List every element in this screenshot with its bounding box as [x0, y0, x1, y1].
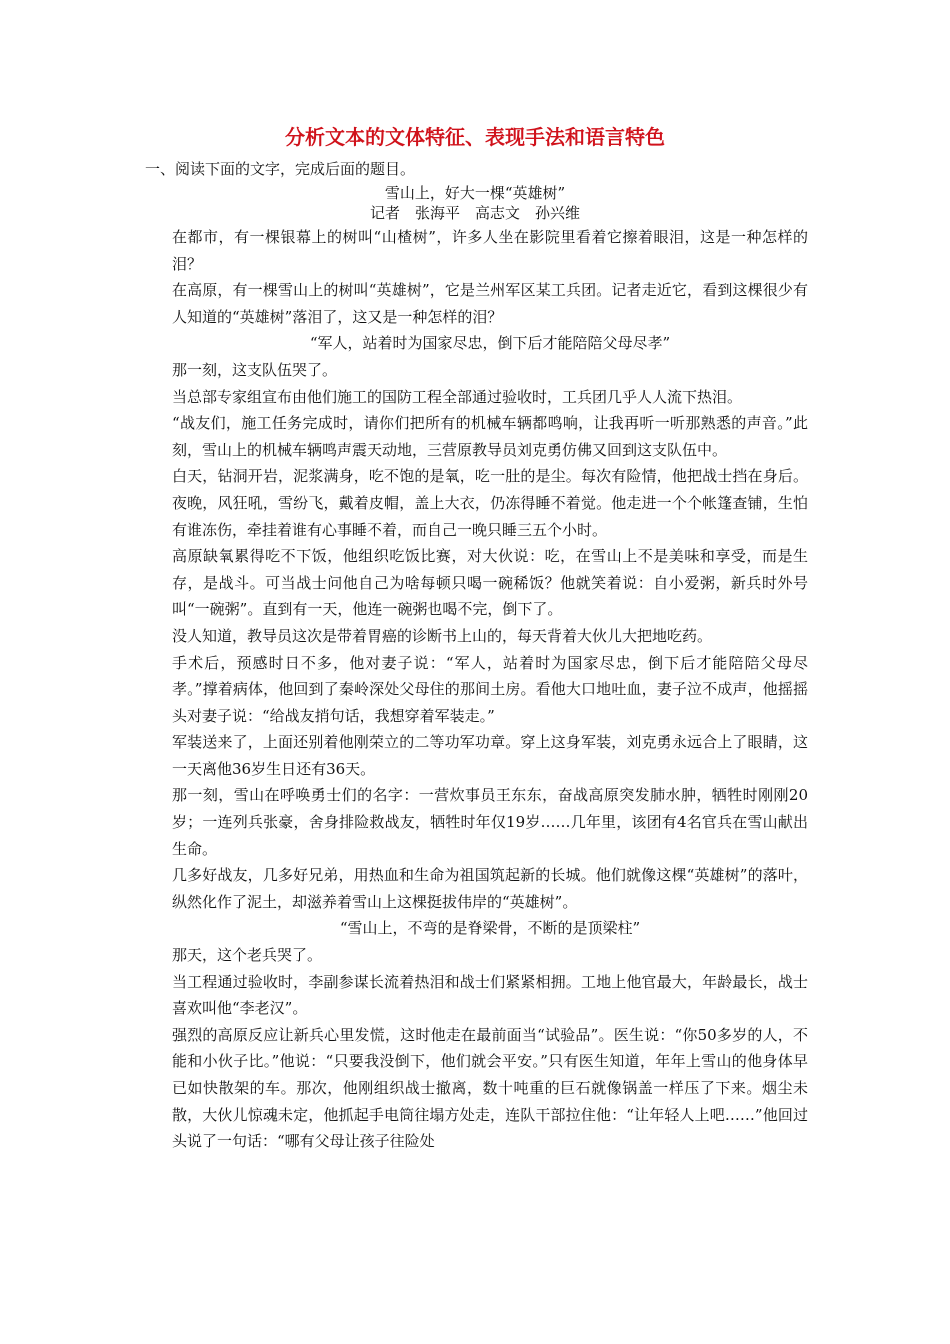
section-subheading: “军人，站着时为国家尽忠，倒下后才能陪陪父母尽孝” — [309, 334, 671, 353]
article-byline: 记者 张海平 高志文 孙兴维 — [369, 204, 580, 222]
article-paragraph: 那一刻，这支队伍哭了。 — [172, 360, 338, 379]
article-paragraph: 白天，钻洞开岩，泥浆满身，吃不饱的是氧，吃一肚的是尘。每次有险情，他把战士挡在身后。夜晚，风狂吼，雪纷飞，戴着皮帽，盖上大衣，仍冻得睡不着觉。他走进一个个帐篷查铺，生怕有谁冻伤，牵挂着谁有心事睡不着，而自己一晚只睡三五个小时。 — [172, 467, 808, 539]
article-paragraph: 在都市，有一棵银幕上的树叫“山楂树”，许多人坐在影院里看着它擦着眼泪，这是一种怎样的泪？ — [172, 228, 808, 273]
article-paragraph: 高原缺氧累得吃不下饭，他组织吃饭比赛，对大伙说：吃，在雪山上不是美味和享受，而是生存，是战斗。可当战士问他自己为啥每顿只喝一碗稀饭？他就笑着说：自小爱粥，新兵时外号叫“一碗粥”。直到有一天，他连一碗粥也喝不完，倒下了。 — [172, 547, 808, 619]
article-body — [172, 224, 808, 1155]
article-paragraph: 那天，这个老兵哭了。 — [172, 946, 323, 965]
article-paragraph: 当工程通过验收时，李副参谋长流着热泪和战士们紧紧相拥。工地上他官最大，年龄最长，战士喜欢叫他“李老汉”。 — [172, 972, 808, 1018]
article-paragraph: 当总部专家组宣布由他们施工的国防工程全部通过验收时，工兵团几乎人人流下热泪。 — [172, 387, 743, 406]
article-paragraph: 没人知道，教导员这次是带着胃癌的诊断书上山的，每天背着大伙儿大把地吃药。 — [172, 626, 713, 645]
article-paragraph: 军装送来了，上面还别着他刚荣立的二等功军功章。穿上这身军装，刘克勇永远合上了眼睛，这一天离他36岁生日还有36天。 — [172, 733, 808, 778]
question-intro: 一、阅读下面的文字，完成后面的题目。 — [145, 160, 416, 178]
article-paragraph: 强烈的高原反应让新兵心里发慌，这时他走在最前面当“试验品”。医生说：“你50多岁的人，不能和小伙子比。”他说：“只要我没倒下，他们就会平安。”只有医生知道，年年上雪山的他身体早已如快散架的车。那次，他刚组织战士撤离，数十吨重的巨石就像锅盖一样压了下来。烟尘未散，大伙儿惊魂未定，他抓起手电筒往塌方处走，连队干部拉住他：“让年轻人上吧……”他回过头说了一句话：“哪有父母让孩子往险处 — [172, 1025, 808, 1151]
section-subheading: “雪山上，不弯的是脊梁骨，不断的是顶梁柱” — [339, 919, 641, 938]
article-paragraph: 在高原，有一棵雪山上的树叫“英雄树”，它是兰州军区某工兵团。记者走近它，看到这棵很少有人知道的“英雄树”落泪了，这又是一种怎样的泪？ — [172, 281, 808, 326]
article-title: 雪山上，好大一棵“英雄树” — [384, 184, 566, 202]
article-paragraph: 那一刻，雪山在呼唤勇士们的名字：一营炊事员王东东，奋战高原突发肺水肿，牺牲时刚刚20岁；一连列兵张豪，舍身排险救战友，牺牲时年仅19岁……几年里，该团有4名官兵在雪山献出生命。 — [172, 786, 808, 858]
document-title: 分析文本的文体特征、表现手法和语言特色 — [285, 125, 665, 149]
article-paragraph: “战友们，施工任务完成时，请你们把所有的机械车辆都鸣响，让我再听一听那熟悉的声音。”此刻，雪山上的机械车辆鸣声震天动地，三营原教导员刘克勇仿佛又回到这支队伍中。 — [172, 414, 808, 459]
article-paragraph: 手术后，预感时日不多，他对妻子说：“军人，站着时为国家尽忠，倒下后才能陪陪父母尽孝。”撑着病体，他回到了秦岭深处父母住的那间土房。看他大口地吐血，妻子泣不成声，他摇摇头对妻子说：“给战友捎句话，我想穿着军装走。” — [172, 653, 808, 725]
article-paragraph: 几多好战友，几多好兄弟，用热血和生命为祖国筑起新的长城。他们就像这棵“英雄树”的落叶，纵然化作了泥土，却滋养着雪山上这棵挺拔伟岸的“英雄树”。 — [172, 866, 808, 911]
